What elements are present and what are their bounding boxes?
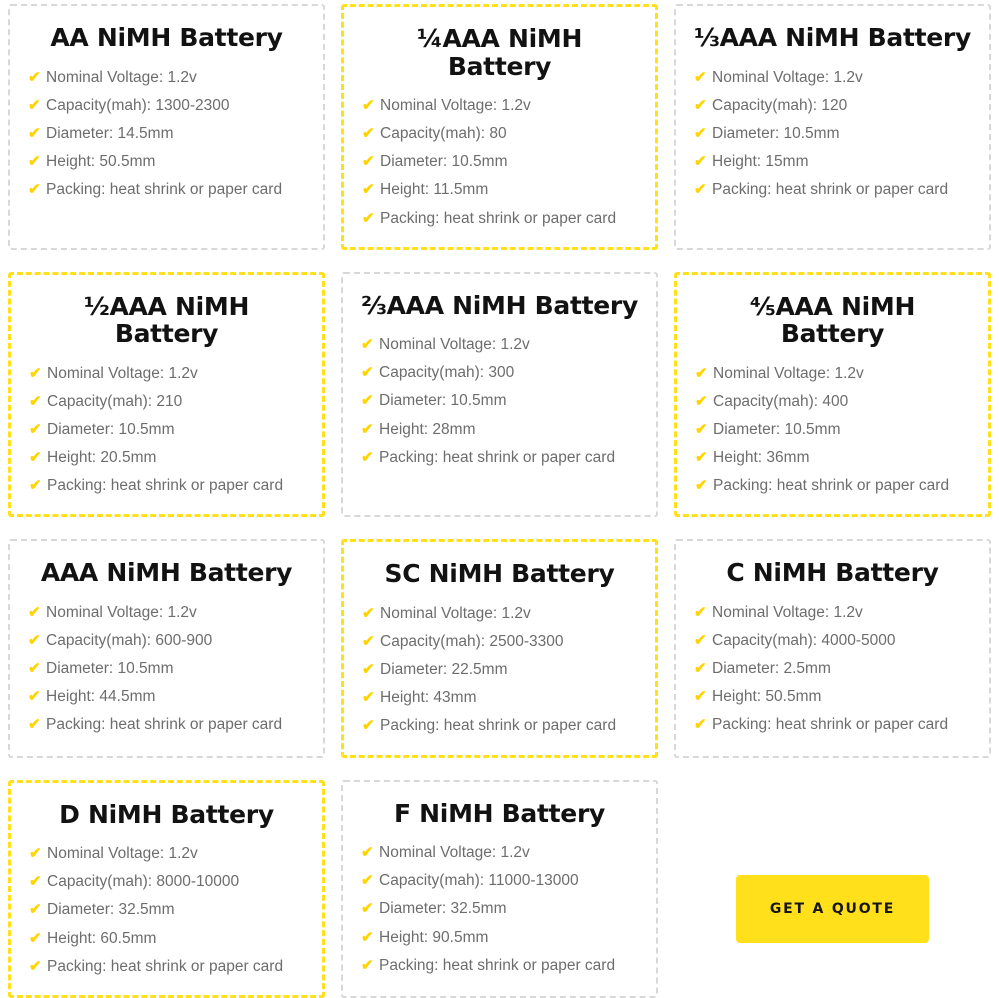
- battery-spec-item: [361, 335, 638, 355]
- check-icon: ✔: [694, 96, 707, 114]
- battery-spec-item: [694, 152, 971, 172]
- check-icon: ✔: [362, 633, 375, 651]
- battery-spec-item: [694, 631, 971, 651]
- battery-spec-item: [28, 687, 305, 707]
- battery-card: [341, 539, 658, 757]
- battery-spec-item: [361, 391, 638, 411]
- battery-spec-list: [694, 68, 971, 201]
- battery-card: [674, 539, 991, 757]
- check-icon: ✔: [361, 336, 374, 354]
- battery-spec-item: [694, 68, 971, 88]
- check-icon: ✔: [361, 844, 374, 862]
- check-icon: ✔: [29, 873, 42, 891]
- check-icon: ✔: [29, 929, 42, 947]
- battery-spec-text: Capacity(mah): 8000-10000: [47, 873, 240, 891]
- check-icon: ✔: [694, 603, 707, 621]
- check-icon: ✔: [28, 124, 41, 142]
- battery-spec-text: Packing: heat shrink or paper card: [380, 717, 617, 735]
- check-icon: ✔: [361, 900, 374, 918]
- check-icon: ✔: [28, 181, 41, 199]
- check-icon: ✔: [361, 392, 374, 410]
- battery-spec-item: [695, 476, 970, 496]
- quote-cta-cell: [674, 780, 991, 998]
- battery-spec-list: [29, 364, 304, 497]
- battery-spec-text: Height: 43mm: [380, 689, 477, 707]
- check-icon: ✔: [362, 209, 375, 227]
- battery-spec-text: Diameter: 14.5mm: [46, 124, 174, 142]
- battery-spec-text: Packing: heat shrink or paper card: [713, 477, 950, 495]
- check-icon: ✔: [29, 957, 42, 975]
- battery-spec-text: Packing: heat shrink or paper card: [712, 181, 949, 199]
- battery-spec-text: Diameter: 10.5mm: [713, 420, 841, 438]
- battery-card-title: D NiMH Battery: [59, 799, 274, 829]
- check-icon: ✔: [28, 603, 41, 621]
- battery-spec-list: [29, 844, 304, 977]
- battery-spec-text: Nominal Voltage: 1.2v: [380, 97, 531, 114]
- battery-spec-text: Diameter: 2.5mm: [712, 660, 831, 678]
- battery-spec-item: [361, 956, 638, 976]
- battery-spec-item: [694, 603, 971, 623]
- check-icon: ✔: [362, 689, 375, 707]
- check-icon: ✔: [29, 449, 42, 467]
- battery-spec-text: Capacity(mah): 4000-5000: [712, 632, 896, 650]
- battery-spec-item: [694, 124, 971, 144]
- battery-spec-text: Nominal Voltage: 1.2v: [712, 603, 863, 621]
- battery-spec-item: [361, 843, 638, 863]
- battery-spec-item: [362, 209, 637, 229]
- battery-card-title: SC NiMH Battery: [384, 559, 615, 589]
- battery-spec-text: Height: 20.5mm: [47, 449, 157, 467]
- battery-spec-item: [28, 152, 305, 172]
- battery-spec-item: [362, 152, 637, 172]
- battery-spec-text: Diameter: 10.5mm: [380, 153, 508, 171]
- battery-spec-text: Height: 11.5mm: [380, 181, 489, 199]
- check-icon: ✔: [695, 449, 708, 467]
- check-icon: ✔: [362, 661, 375, 679]
- battery-spec-item: [28, 180, 305, 200]
- check-icon: ✔: [362, 125, 375, 143]
- check-icon: ✔: [694, 660, 707, 678]
- check-icon: ✔: [362, 181, 375, 199]
- battery-spec-text: Diameter: 10.5mm: [379, 392, 507, 410]
- check-icon: ✔: [695, 364, 708, 382]
- check-icon: ✔: [28, 152, 41, 170]
- battery-spec-item: [695, 448, 970, 468]
- check-icon: ✔: [694, 181, 707, 199]
- get-a-quote-button[interactable]: GET A QUOTE: [736, 875, 929, 943]
- battery-spec-item: [29, 957, 304, 977]
- battery-spec-text: Nominal Voltage: 1.2v: [713, 364, 864, 382]
- battery-spec-list: [362, 96, 637, 229]
- check-icon: ✔: [28, 688, 41, 706]
- battery-card-title: C NiMH Battery: [726, 558, 939, 588]
- battery-spec-item: [29, 872, 304, 892]
- check-icon: ✔: [29, 364, 42, 382]
- battery-spec-list: [361, 843, 638, 976]
- check-icon: ✔: [28, 716, 41, 734]
- check-icon: ✔: [362, 153, 375, 171]
- battery-spec-text: Packing: heat shrink or paper card: [379, 956, 616, 974]
- battery-spec-item: [694, 687, 971, 707]
- battery-spec-item: [29, 392, 304, 412]
- battery-spec-text: Capacity(mah): 300: [379, 364, 515, 382]
- battery-spec-item: [362, 124, 637, 144]
- check-icon: ✔: [361, 928, 374, 946]
- check-icon: ✔: [694, 152, 707, 170]
- battery-spec-text: Packing: heat shrink or paper card: [46, 716, 283, 734]
- battery-spec-text: Packing: heat shrink or paper card: [712, 716, 949, 734]
- battery-card: [8, 780, 325, 998]
- check-icon: ✔: [361, 872, 374, 890]
- battery-spec-text: Height: 28mm: [379, 420, 476, 438]
- battery-card: [8, 272, 325, 518]
- battery-card-title: ½AAA NiMH Battery: [83, 291, 250, 349]
- battery-card: [674, 272, 991, 518]
- battery-card-title: F NiMH Battery: [394, 798, 605, 828]
- battery-card-title: ⅔AAA NiMH Battery: [361, 290, 638, 320]
- battery-spec-list: [361, 335, 638, 468]
- battery-spec-text: Diameter: 32.5mm: [379, 900, 507, 918]
- check-icon: ✔: [694, 688, 707, 706]
- battery-spec-text: Capacity(mah): 600-900: [46, 632, 213, 650]
- battery-card-title: ⅓AAA NiMH Battery: [694, 23, 971, 52]
- check-icon: ✔: [694, 124, 707, 142]
- battery-spec-text: Nominal Voltage: 1.2v: [712, 68, 863, 86]
- battery-card: [341, 272, 658, 518]
- battery-card: [674, 4, 991, 250]
- battery-spec-item: [29, 364, 304, 384]
- battery-spec-item: [28, 631, 305, 651]
- battery-spec-text: Height: 60.5mm: [47, 929, 157, 947]
- battery-spec-item: [28, 68, 305, 88]
- battery-spec-text: Nominal Voltage: 1.2v: [47, 364, 198, 382]
- battery-spec-text: Packing: heat shrink or paper card: [47, 957, 284, 975]
- battery-spec-item: [694, 180, 971, 200]
- battery-spec-text: Nominal Voltage: 1.2v: [380, 604, 531, 622]
- check-icon: ✔: [694, 632, 707, 650]
- battery-spec-item: [29, 929, 304, 949]
- battery-spec-item: [695, 420, 970, 440]
- battery-spec-text: Diameter: 32.5mm: [47, 901, 175, 919]
- battery-spec-item: [362, 96, 637, 116]
- battery-card: [8, 4, 325, 250]
- battery-spec-text: Capacity(mah): 80: [380, 125, 507, 143]
- battery-spec-text: Capacity(mah): 2500-3300: [380, 633, 564, 651]
- battery-card-title: AA NiMH Battery: [50, 23, 283, 52]
- battery-spec-item: [362, 688, 637, 708]
- battery-spec-item: [29, 448, 304, 468]
- battery-spec-item: [361, 871, 638, 891]
- battery-spec-item: [694, 96, 971, 116]
- battery-card: [341, 780, 658, 998]
- check-icon: ✔: [362, 717, 375, 735]
- battery-spec-text: Nominal Voltage: 1.2v: [46, 68, 197, 86]
- battery-spec-item: [694, 659, 971, 679]
- check-icon: ✔: [695, 477, 708, 495]
- battery-card: [8, 539, 325, 757]
- battery-spec-item: [29, 476, 304, 496]
- battery-spec-text: Capacity(mah): 210: [47, 392, 183, 410]
- check-icon: ✔: [695, 420, 708, 438]
- battery-spec-text: Diameter: 10.5mm: [46, 660, 174, 678]
- check-icon: ✔: [29, 392, 42, 410]
- check-icon: ✔: [29, 420, 42, 438]
- battery-spec-item: [361, 363, 638, 383]
- battery-spec-text: Height: 36mm: [713, 449, 810, 467]
- battery-spec-item: [29, 900, 304, 920]
- battery-spec-item: [362, 716, 637, 736]
- check-icon: ✔: [694, 68, 707, 86]
- battery-spec-text: Diameter: 22.5mm: [380, 661, 508, 679]
- check-icon: ✔: [361, 448, 374, 466]
- battery-card-title: ⅘AAA NiMH Battery: [749, 291, 916, 349]
- battery-spec-item: [362, 180, 637, 200]
- battery-spec-text: Nominal Voltage: 1.2v: [379, 336, 530, 354]
- battery-spec-text: Nominal Voltage: 1.2v: [46, 603, 197, 621]
- check-icon: ✔: [29, 477, 42, 495]
- battery-spec-item: [361, 899, 638, 919]
- battery-spec-item: [28, 124, 305, 144]
- check-icon: ✔: [695, 392, 708, 410]
- battery-card-title: AAA NiMH Battery: [40, 558, 293, 588]
- check-icon: ✔: [694, 716, 707, 734]
- battery-spec-item: [28, 715, 305, 735]
- battery-spec-list: [28, 603, 305, 736]
- battery-spec-item: [361, 448, 638, 468]
- battery-spec-item: [695, 392, 970, 412]
- battery-spec-item: [694, 715, 971, 735]
- battery-card: [341, 4, 658, 250]
- check-icon: ✔: [28, 96, 41, 114]
- battery-spec-text: Height: 50.5mm: [46, 152, 156, 170]
- battery-card-title: ¼AAA NiMH Battery: [416, 24, 583, 81]
- battery-spec-text: Packing: heat shrink or paper card: [380, 209, 617, 227]
- check-icon: ✔: [361, 364, 374, 382]
- battery-spec-text: Packing: heat shrink or paper card: [379, 448, 616, 466]
- check-icon: ✔: [29, 901, 42, 919]
- battery-spec-text: Capacity(mah): 1300-2300: [46, 96, 230, 114]
- battery-spec-text: Height: 44.5mm: [46, 688, 156, 706]
- battery-spec-text: Packing: heat shrink or paper card: [46, 181, 283, 199]
- check-icon: ✔: [28, 68, 41, 86]
- battery-spec-item: [28, 96, 305, 116]
- check-icon: ✔: [362, 604, 375, 622]
- battery-spec-text: Height: 50.5mm: [712, 688, 822, 706]
- battery-spec-item: [29, 844, 304, 864]
- battery-spec-text: Height: 15mm: [712, 152, 809, 170]
- check-icon: ✔: [361, 420, 374, 438]
- battery-spec-text: Capacity(mah): 400: [713, 392, 849, 410]
- battery-spec-text: Capacity(mah): 11000-13000: [379, 872, 579, 890]
- battery-spec-text: Packing: heat shrink or paper card: [47, 477, 284, 495]
- check-icon: ✔: [362, 97, 375, 114]
- battery-spec-item: [28, 603, 305, 623]
- battery-spec-text: Capacity(mah): 120: [712, 96, 848, 114]
- battery-spec-item: [28, 659, 305, 679]
- battery-spec-text: Height: 90.5mm: [379, 928, 489, 946]
- check-icon: ✔: [28, 632, 41, 650]
- battery-spec-item: [695, 364, 970, 384]
- battery-spec-text: Diameter: 10.5mm: [712, 124, 840, 142]
- check-icon: ✔: [361, 956, 374, 974]
- battery-spec-list: [694, 603, 971, 736]
- battery-spec-list: [362, 604, 637, 737]
- check-icon: ✔: [29, 845, 42, 863]
- battery-spec-item: [361, 928, 638, 948]
- battery-spec-item: [362, 632, 637, 652]
- check-icon: ✔: [28, 660, 41, 678]
- battery-spec-item: [362, 660, 637, 680]
- battery-spec-text: Nominal Voltage: 1.2v: [379, 844, 530, 862]
- battery-spec-list: [695, 364, 970, 497]
- battery-spec-item: [362, 604, 637, 624]
- battery-spec-item: [29, 420, 304, 440]
- battery-spec-list: [28, 68, 305, 201]
- battery-spec-text: Nominal Voltage: 1.2v: [47, 845, 198, 863]
- battery-spec-text: Diameter: 10.5mm: [47, 420, 175, 438]
- battery-spec-item: [361, 420, 638, 440]
